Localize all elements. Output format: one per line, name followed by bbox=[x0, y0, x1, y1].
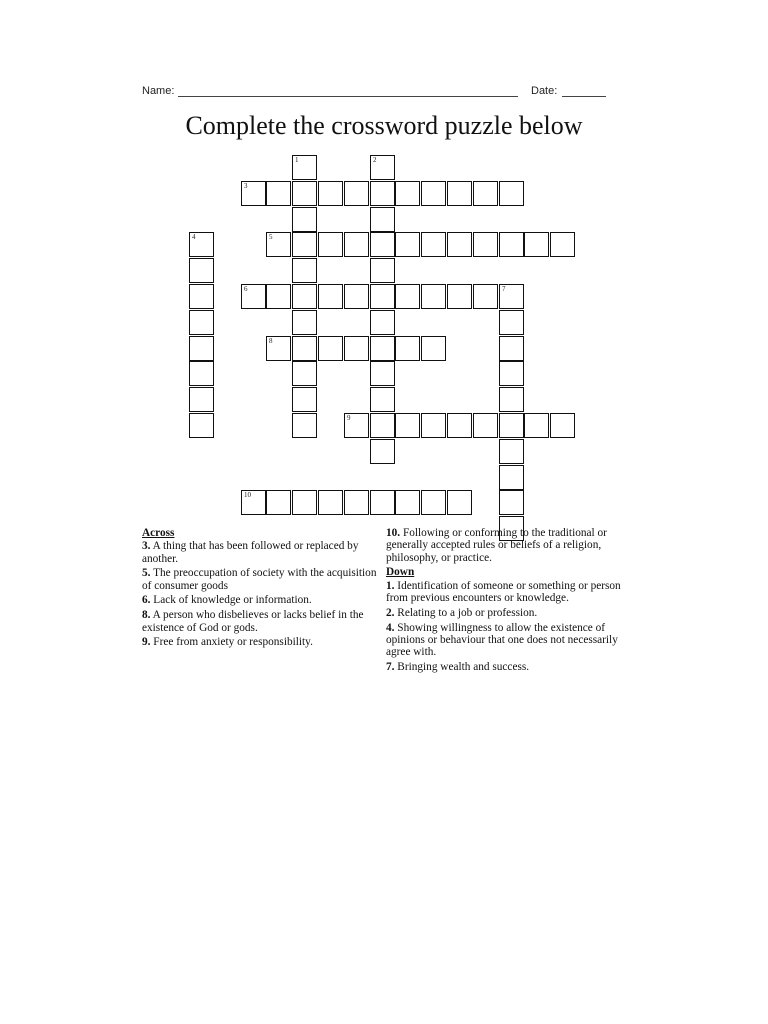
crossword-cell[interactable] bbox=[499, 361, 524, 386]
crossword-cell[interactable] bbox=[499, 490, 524, 515]
clue-number: 3 bbox=[244, 182, 248, 190]
crossword-cell[interactable] bbox=[318, 181, 343, 206]
crossword-cell[interactable] bbox=[447, 413, 472, 438]
date-label: Date: bbox=[531, 85, 558, 97]
across-heading: Across bbox=[142, 527, 175, 539]
clue bbox=[386, 527, 636, 564]
crossword-cell[interactable] bbox=[473, 181, 498, 206]
crossword-cell[interactable] bbox=[421, 413, 446, 438]
crossword-cell[interactable] bbox=[524, 413, 549, 438]
clues-right-column bbox=[386, 527, 636, 676]
across-clue-list-continued bbox=[386, 527, 636, 564]
crossword-cell[interactable] bbox=[421, 232, 446, 257]
clue-text: Showing willingness to allow the existence of opinions or behaviour that one does not necessarily agree with. bbox=[386, 621, 618, 659]
clue-number-label: 7. bbox=[386, 660, 395, 673]
crossword-cell[interactable] bbox=[241, 490, 266, 515]
crossword-cell[interactable] bbox=[499, 181, 524, 206]
crossword-cell[interactable] bbox=[524, 232, 549, 257]
name-label: Name: bbox=[142, 85, 175, 97]
crossword-cell[interactable] bbox=[318, 490, 343, 515]
crossword-cell[interactable] bbox=[447, 232, 472, 257]
crossword-cell[interactable] bbox=[292, 361, 317, 386]
crossword-cell[interactable] bbox=[447, 284, 472, 309]
crossword-cell[interactable] bbox=[473, 284, 498, 309]
clue-number: 10 bbox=[244, 491, 251, 499]
crossword-cell[interactable] bbox=[499, 387, 524, 412]
crossword-cell[interactable] bbox=[499, 336, 524, 361]
crossword-cell[interactable] bbox=[421, 490, 446, 515]
down-heading: Down bbox=[386, 566, 415, 579]
crossword-cell[interactable] bbox=[318, 232, 343, 257]
crossword-cell[interactable] bbox=[499, 465, 524, 490]
crossword-cell[interactable] bbox=[499, 413, 524, 438]
clue bbox=[142, 609, 377, 634]
clue-number-label: 5. bbox=[142, 567, 151, 580]
crossword-cell[interactable] bbox=[370, 232, 395, 257]
crossword-cell[interactable] bbox=[421, 284, 446, 309]
crossword-cell[interactable] bbox=[241, 181, 266, 206]
crossword-cell[interactable] bbox=[189, 232, 214, 257]
clue-number: 8 bbox=[269, 337, 273, 345]
crossword-cell[interactable] bbox=[292, 207, 317, 232]
crossword-cell[interactable] bbox=[344, 232, 369, 257]
crossword-cell[interactable] bbox=[266, 232, 291, 257]
clue-text: Lack of knowledge or information. bbox=[150, 594, 312, 607]
clue bbox=[386, 607, 636, 619]
clue-number-label: 1. bbox=[386, 579, 395, 592]
crossword-cell[interactable] bbox=[447, 181, 472, 206]
clue-number-label: 2. bbox=[386, 606, 395, 619]
crossword-cell[interactable] bbox=[370, 336, 395, 361]
crossword-cell[interactable] bbox=[395, 181, 420, 206]
crossword-cell[interactable] bbox=[370, 284, 395, 309]
clue-number-label: 10. bbox=[386, 527, 401, 539]
across-clue-list bbox=[142, 540, 377, 648]
worksheet-header bbox=[0, 84, 768, 100]
clue-number: 5 bbox=[269, 233, 273, 241]
clue-text: Following or conforming to the traditional or generally accepted rules or beliefs of a religion, philosophy, or practice. bbox=[386, 527, 607, 564]
clue-number: 6 bbox=[244, 285, 248, 293]
clue bbox=[386, 622, 636, 659]
page-title: Complete the crossword puzzle below bbox=[185, 111, 583, 140]
crossword-cell[interactable] bbox=[344, 181, 369, 206]
crossword-cell[interactable] bbox=[370, 387, 395, 412]
crossword-cell[interactable] bbox=[447, 490, 472, 515]
crossword-cell[interactable] bbox=[395, 336, 420, 361]
crossword-cell[interactable] bbox=[395, 413, 420, 438]
clue bbox=[142, 594, 377, 606]
clue-text: Relating to a job or profession. bbox=[394, 606, 538, 619]
crossword-cell[interactable] bbox=[292, 413, 317, 438]
crossword-cell[interactable] bbox=[395, 232, 420, 257]
crossword-cell[interactable] bbox=[266, 490, 291, 515]
crossword-cell[interactable] bbox=[499, 284, 524, 309]
clue-number-label: 6. bbox=[142, 594, 151, 607]
crossword-cell[interactable] bbox=[395, 284, 420, 309]
clue-number: 2 bbox=[373, 156, 377, 164]
crossword-cell[interactable] bbox=[370, 310, 395, 335]
clue-text: Identification of someone or something or person from previous encounters or knowledge. bbox=[386, 579, 621, 604]
crossword-cell[interactable] bbox=[292, 284, 317, 309]
crossword-cell[interactable] bbox=[292, 258, 317, 283]
clue-text: The preoccupation of society with the acquisition of consumer goods bbox=[142, 567, 377, 592]
crossword-cell[interactable] bbox=[241, 284, 266, 309]
clue-number-label: 3. bbox=[142, 540, 151, 553]
crossword-cell[interactable] bbox=[499, 232, 524, 257]
crossword-cell[interactable] bbox=[344, 490, 369, 515]
clues-left-column bbox=[142, 527, 377, 651]
down-clue-list bbox=[386, 580, 636, 674]
crossword-cell[interactable] bbox=[266, 284, 291, 309]
crossword-cell[interactable] bbox=[370, 258, 395, 283]
crossword-cell[interactable] bbox=[370, 361, 395, 386]
crossword-cell[interactable] bbox=[292, 155, 317, 180]
clue-number: 4 bbox=[192, 233, 196, 241]
crossword-cell[interactable] bbox=[292, 232, 317, 257]
clue bbox=[386, 661, 636, 673]
crossword-cell[interactable] bbox=[266, 336, 291, 361]
clue-number-label: 8. bbox=[142, 609, 151, 622]
crossword-cell[interactable] bbox=[189, 258, 214, 283]
crossword-cell[interactable] bbox=[344, 284, 369, 309]
clue bbox=[142, 540, 377, 565]
clue-number: 1 bbox=[295, 156, 299, 164]
crossword-cell[interactable] bbox=[292, 387, 317, 412]
clue-text: A person who disbelieves or lacks belief in the existence of God or gods. bbox=[142, 609, 364, 634]
crossword-cell[interactable] bbox=[473, 232, 498, 257]
name-line[interactable] bbox=[178, 96, 518, 97]
crossword-cell[interactable] bbox=[189, 336, 214, 361]
crossword-cell[interactable] bbox=[189, 413, 214, 438]
crossword-cell[interactable] bbox=[189, 387, 214, 412]
clue-text: Bringing wealth and success. bbox=[394, 660, 530, 673]
crossword-cell[interactable] bbox=[189, 361, 214, 386]
crossword-cell[interactable] bbox=[370, 155, 395, 180]
clue-number-label: 9. bbox=[142, 636, 151, 649]
clue-number: 7 bbox=[502, 285, 506, 293]
crossword-cell[interactable] bbox=[344, 336, 369, 361]
clue bbox=[386, 580, 636, 605]
clue bbox=[142, 636, 377, 648]
crossword-cell[interactable] bbox=[292, 336, 317, 361]
crossword-cell[interactable] bbox=[370, 181, 395, 206]
clue bbox=[142, 567, 377, 592]
crossword-cell[interactable] bbox=[189, 310, 214, 335]
crossword-cell[interactable] bbox=[266, 181, 291, 206]
crossword-cell[interactable] bbox=[499, 310, 524, 335]
crossword-cell[interactable] bbox=[370, 413, 395, 438]
crossword-cell[interactable] bbox=[499, 439, 524, 464]
crossword-cell[interactable] bbox=[550, 413, 575, 438]
date-line[interactable] bbox=[562, 96, 606, 97]
crossword-cell[interactable] bbox=[421, 336, 446, 361]
crossword-cell[interactable] bbox=[292, 490, 317, 515]
crossword-cell[interactable] bbox=[421, 181, 446, 206]
crossword-cell[interactable] bbox=[370, 490, 395, 515]
clue-text: A thing that has been followed or replaced by another. bbox=[142, 540, 359, 565]
clue-number-label: 4. bbox=[386, 621, 395, 634]
crossword-cell[interactable] bbox=[292, 181, 317, 206]
crossword-cell[interactable] bbox=[292, 310, 317, 335]
clue-number: 9 bbox=[347, 414, 351, 422]
clue-text: Free from anxiety or responsibility. bbox=[150, 636, 313, 649]
crossword-cell[interactable] bbox=[550, 232, 575, 257]
crossword-cell[interactable] bbox=[189, 284, 214, 309]
crossword-cell[interactable] bbox=[318, 336, 343, 361]
crossword-cell[interactable] bbox=[344, 413, 369, 438]
crossword-cell[interactable] bbox=[395, 490, 420, 515]
crossword-cell[interactable] bbox=[318, 284, 343, 309]
crossword-cell[interactable] bbox=[473, 413, 498, 438]
crossword-cell[interactable] bbox=[370, 439, 395, 464]
crossword-cell[interactable] bbox=[370, 207, 395, 232]
